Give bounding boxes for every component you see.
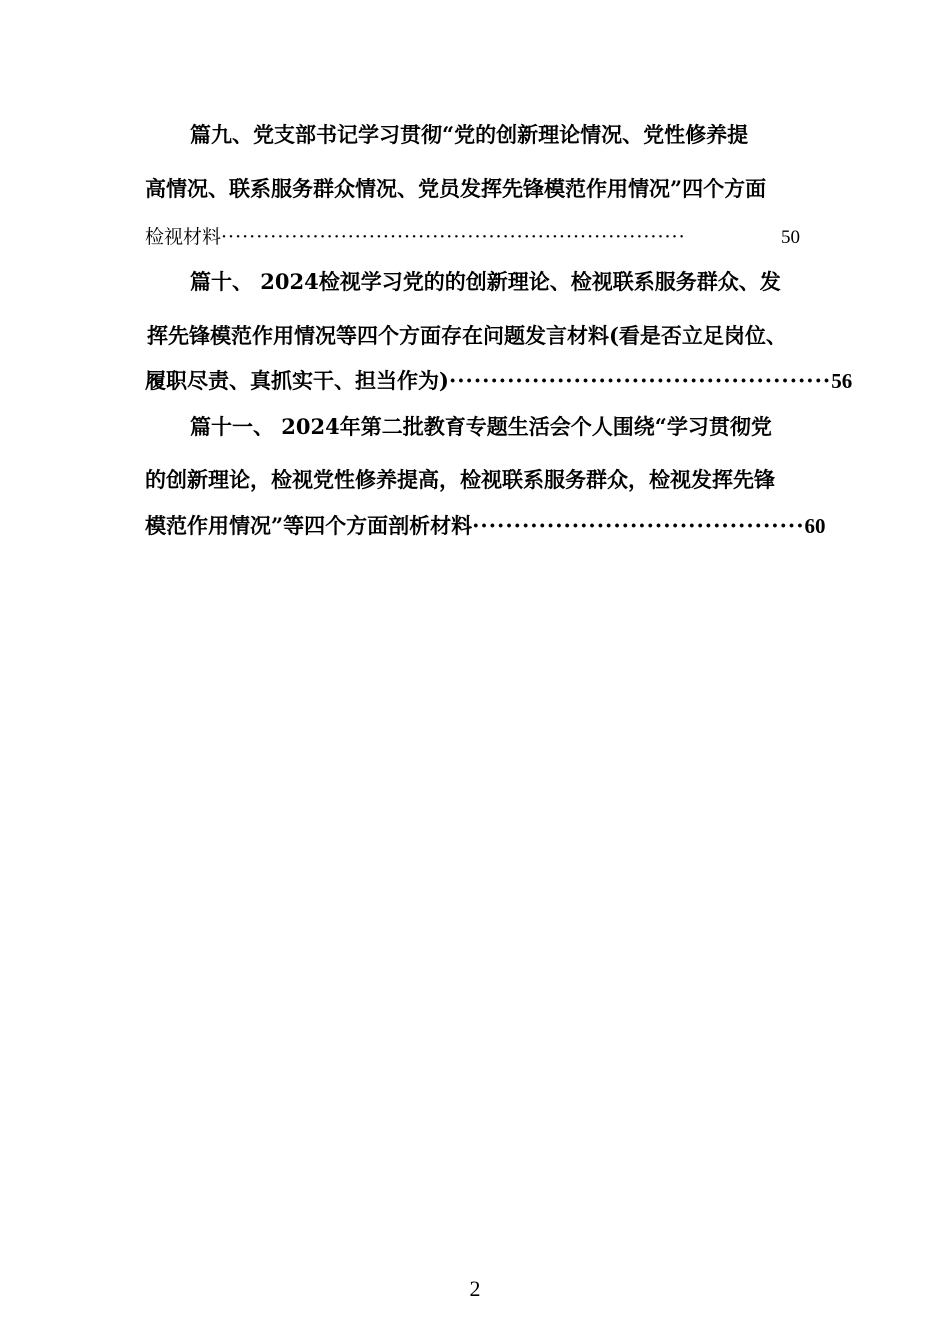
toc-entry-11-page: 60	[804, 514, 826, 538]
toc-entry-9-line-2[interactable]: 高情况、联系服务群众情况、党员发挥先锋模范作用情况”四个方面	[145, 176, 767, 201]
toc-entry-10-line-2[interactable]: 挥先锋模范作用情况等四个方面存在问题发言材料(看是否立足岗位、	[147, 323, 787, 348]
toc-entry-9-page: 50	[781, 227, 800, 248]
toc-entry-10-tail: 履职尽责、真抓实干、担当作为)	[145, 368, 449, 393]
toc-entry-11-line-3[interactable]	[145, 513, 826, 538]
toc-entry-11-tail: 模范作用情况”等四个方面剖析材料	[145, 513, 473, 538]
toc-entry-10-page: 56	[831, 369, 853, 393]
toc-entry-9-leader: ··································································	[221, 226, 686, 248]
toc-entry-9-tail: 检视材料	[145, 226, 222, 248]
toc-entry-11-leader: ········································	[472, 513, 805, 538]
toc-entry-10-leader: ··············································	[448, 368, 832, 393]
page-number: 2	[469, 1276, 481, 1301]
toc-entry-11-line-1[interactable]: 篇十一、 2024年第二批教育专题生活会个人围绕“学习贯彻党	[190, 414, 772, 439]
toc-entry-9-line-1[interactable]: 篇九、党支部书记学习贯彻“党的创新理论情况、党性修养提	[190, 122, 749, 147]
toc-entry-10-line-1[interactable]: 篇十、 2024检视学习党的的创新理论、检视联系服务群众、发	[190, 269, 781, 294]
toc-entry-11-line-2[interactable]: 的创新理论，检视党性修养提高，检视联系服务群众，检视发挥先锋	[145, 467, 775, 492]
toc-entry-10-line-3[interactable]	[145, 368, 853, 393]
toc-entry-9-line-3[interactable]	[145, 228, 800, 247]
